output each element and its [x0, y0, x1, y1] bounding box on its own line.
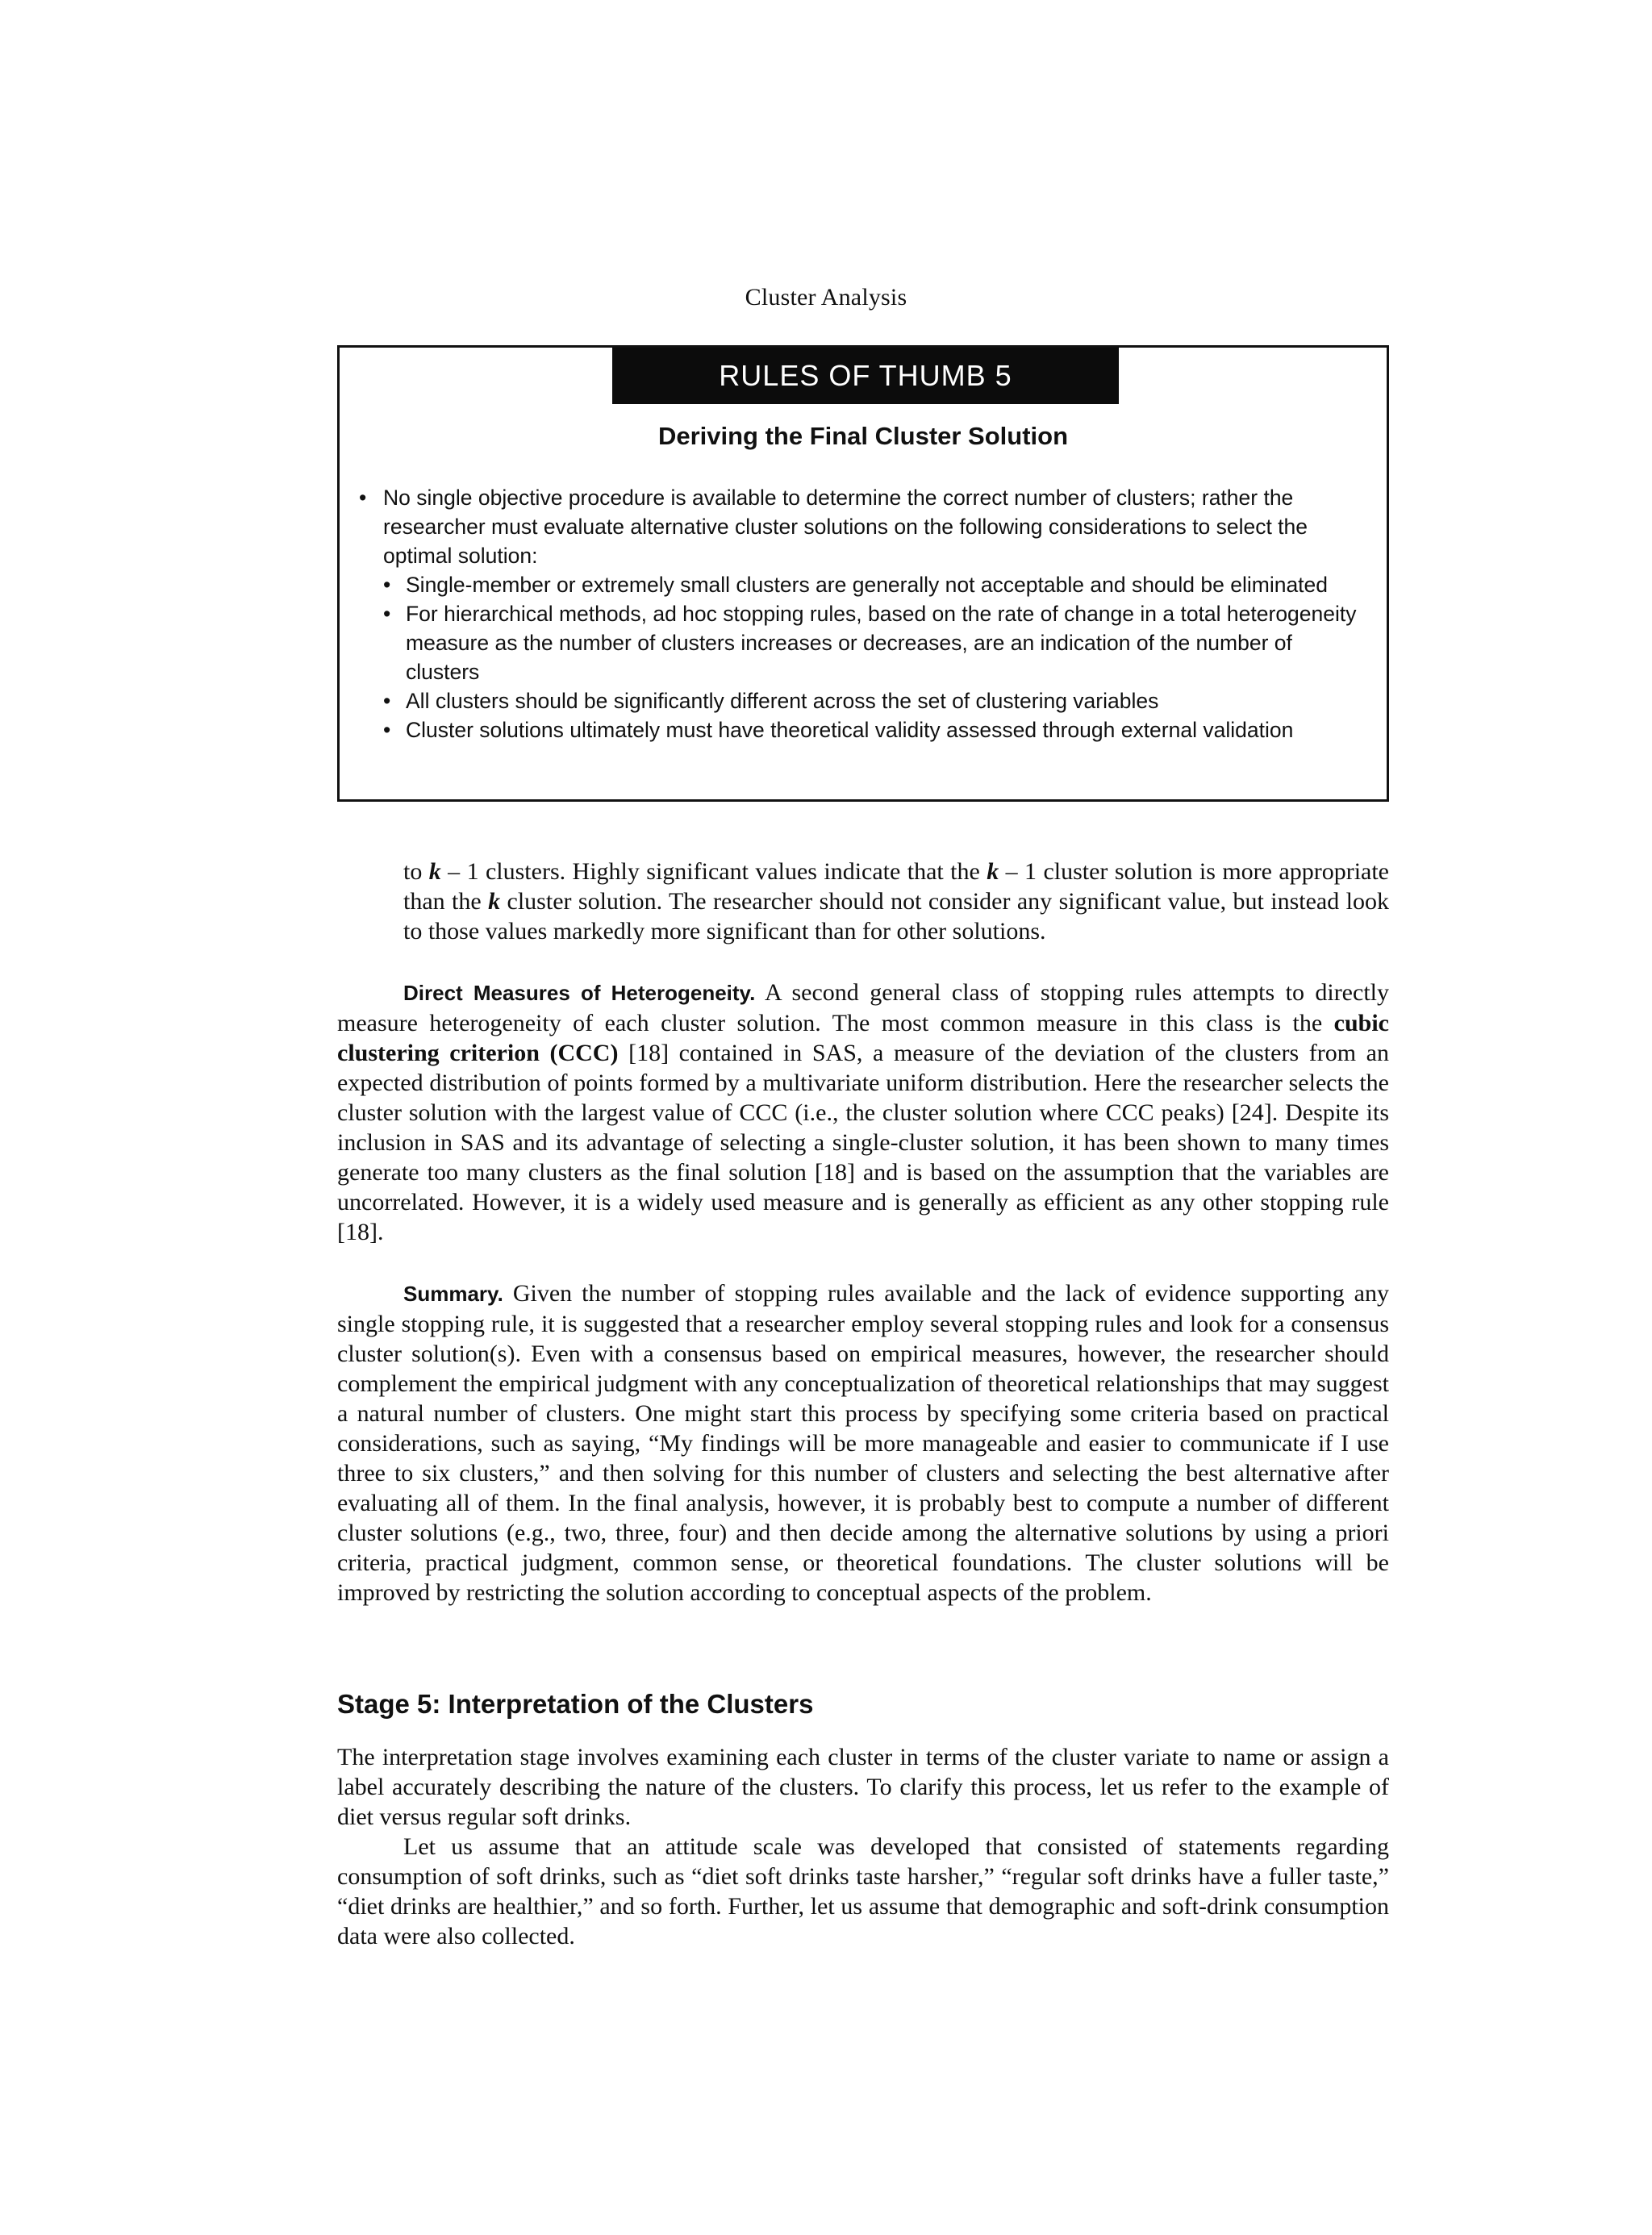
rules-sub-bullet	[359, 599, 1366, 686]
stage5-paragraph-2: Let us assume that an attitude scale was developed that consisted of statements regarding consumption of soft drinks, such as “diet soft drinks taste harsher,” “regular soft drinks have a fuller taste,” “diet drinks are healthier,” and so forth. Further, let us assume that demographic and soft-drink consumption data were also collected.	[337, 1833, 1389, 1949]
rules-sub-bullet	[359, 715, 1366, 744]
rules-subtitle: Deriving the Final Cluster Solution	[657, 422, 1069, 450]
variable-k: k	[987, 858, 999, 885]
rules-sub-bullet-text: Cluster solutions ultimately must have theoretical validity assessed through external validation	[406, 718, 1294, 742]
text-run: – 1 clusters. Highly significant values indicate that the	[440, 858, 987, 885]
text-run: [18] contained in SAS, a measure of the deviation of the clusters from an expected distribution of points formed by a multivariate uniform distribution. Here the researcher selects the cluster solution with the largest value of CCC (i.e., the cluster solution where CCC peaks) [24]. Despite its inclusion in SAS and its advantage of selecting a single-cluster solution, it has been shown to many times generate too many clusters as the final solution [18] and is based on the assumption that the variables are uncorrelated. However, it is a widely used measure and is generally as efficient as any other stopping rule [18].	[337, 1040, 1389, 1245]
summary-heading: Summary.	[403, 1282, 503, 1306]
ccc-term: cubic clustering criterion (CCC)	[337, 1010, 1389, 1066]
summary-paragraph	[337, 1278, 1389, 1607]
rules-banner: RULES OF THUMB 5	[612, 348, 1119, 404]
direct-measures-heading: Direct Measures of Heterogeneity.	[403, 981, 756, 1005]
bullet-icon: •	[383, 718, 391, 742]
bullet-icon: •	[359, 486, 367, 510]
rules-of-thumb-box	[337, 345, 1389, 802]
bullet-icon: •	[383, 689, 391, 713]
section-heading: Stage 5: Interpretation of the Clusters	[337, 1689, 814, 1719]
rules-main-bullet-text: No single objective procedure is available to determine the correct number of clusters; rather the researcher must evaluate alternative cluster solutions on the following considerations to select the optimal solution:	[383, 486, 1308, 568]
direct-measures-paragraph	[337, 978, 1389, 1247]
rules-sub-bullet	[359, 570, 1366, 599]
stage5-paragraph-1: The interpretation stage involves examining each cluster in terms of the cluster variate to name or assign a label accurately describing the nature of the clusters. To clarify this process, let us refer to the example of diet versus regular soft drinks.	[337, 1744, 1389, 1830]
text-run: A second general class of stopping rules attempts to directly measure heterogeneity of each cluster solution. The most common measure in this class is the	[337, 979, 1389, 1036]
variable-k: k	[428, 858, 441, 885]
running-head: Cluster Analysis	[745, 284, 907, 311]
rules-main-bullet	[359, 483, 1366, 570]
rules-list	[359, 483, 1366, 744]
text-run: to	[403, 858, 429, 885]
variable-k: k	[488, 888, 501, 915]
rules-sub-bullet-text: Single-member or extremely small clusters are generally not acceptable and should be eliminated	[406, 573, 1329, 597]
rules-sub-bullet-text: All clusters should be significantly different across the set of clustering variables	[406, 689, 1159, 713]
bullet-icon: •	[383, 573, 391, 597]
bullet-icon: •	[383, 602, 391, 626]
text-run: – 1 cluster solution is more appropriate than the	[403, 858, 1389, 915]
rules-sub-bullet	[359, 686, 1366, 715]
rules-sub-bullets	[359, 570, 1366, 744]
rules-sub-bullet-text: For hierarchical methods, ad hoc stopping rules, based on the rate of change in a total heterogeneity measure as the number of clusters increases or decreases, are an indication of the number of clusters	[406, 602, 1357, 684]
continuation-paragraph	[403, 857, 1389, 946]
text-run: cluster solution. The researcher should not consider any significant value, but instead look to those values markedly more significant than for other solutions.	[403, 888, 1389, 944]
text-run: Given the number of stopping rules available and the lack of evidence supporting any single stopping rule, it is suggested that a researcher employ several stopping rules and look for a consensus cluster solution(s). Even with a consensus based on empirical measures, however, the researcher should complement the empirical judgment with any conceptualization of theoretical relationships that may suggest a natural number of clusters. One might start this process by specifying some criteria based on practical considerations, such as saying, “My findings will be more manageable and easier to communicate if I use three to six clusters,” and then solving for this number of clusters and selecting the best alternative after evaluating all of them. In the final analysis, however, it is probably best to compute a number of different cluster solutions (e.g., two, three, four) and then decide among the alternative solutions by using a priori criteria, practical judgment, common sense, or theoretical foundations. The cluster solutions will be improved by restricting the solution according to conceptual aspects of the problem.	[337, 1280, 1389, 1606]
